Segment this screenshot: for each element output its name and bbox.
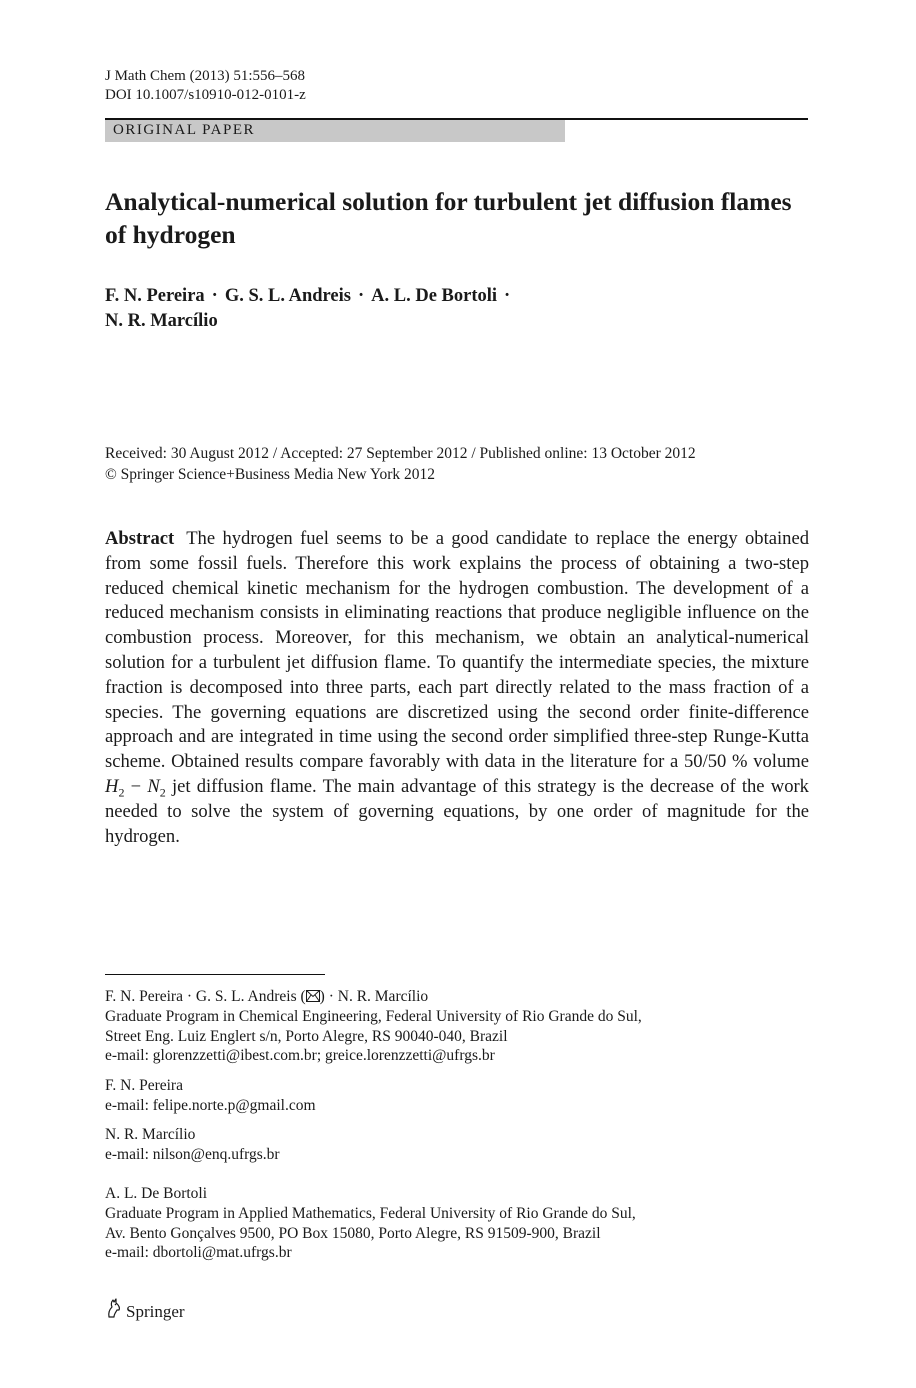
date-history: Received: 30 August 2012 / Accepted: 27 September 2012 / Published online: 13 October 2012	[105, 445, 696, 462]
abstract-label: Abstract	[105, 528, 175, 549]
journal-citation: J Math Chem (2013) 51:556–568	[105, 68, 305, 84]
publication-dates	[105, 443, 810, 485]
envelope-icon	[306, 988, 320, 1005]
affiliation-email: e-mail: dbortoli@mat.ufrgs.br	[105, 1244, 292, 1262]
publisher-logo	[105, 1298, 185, 1325]
affiliation-name: F. N. Pereira	[105, 1077, 183, 1094]
author-name: A. L. De Bortoli	[371, 286, 498, 306]
author-name: N. R. Marcílio	[105, 311, 218, 331]
affiliation-name: N. R. Marcílio	[105, 1126, 196, 1143]
affiliation-block	[105, 1076, 810, 1116]
affiliation-names: F. N. Pereira · G. S. L. Andreis (	[105, 988, 306, 1005]
affiliation-names: ) · N. R. Marcílio	[319, 988, 429, 1005]
journal-doi: DOI 10.1007/s10910-012-0101-z	[105, 87, 306, 103]
affiliation-block	[105, 987, 810, 1066]
author-separator: ·	[211, 286, 218, 306]
springer-horse-icon	[105, 1298, 126, 1325]
affiliation-email: e-mail: nilson@enq.ufrgs.br	[105, 1145, 280, 1163]
author-separator: ·	[357, 286, 365, 306]
affiliation-name: A. L. De Bortoli	[105, 1185, 208, 1202]
affiliation-email: e-mail: felipe.norte.p@gmail.com	[105, 1096, 316, 1114]
abstract-text: The hydrogen fuel seems to be a good candidate to replace the energy obtained from some fossil fuels. Therefore this work explains the process of obtaining a two-step reduced chemical kinetic mechanism for the hydrogen combustion. The development of a reduced mechanism consists in eliminating reactions that produce negligible influence on the combustion process. Moreover, for this mechanism, we obtain an analytical-numerical solution for a turbulent jet diffusion flame. To quantify the intermediate species, the mixture fraction is decomposed into three parts, each part directly related to the mass fraction of a species. The governing equations are discretized using the second order finite-difference approach and are integrated in time using the second order simplified three-step Runge-Kutta scheme. Obtained results compare favorably with data in the literature for a 50/50 % volume	[105, 528, 809, 773]
affiliation-address: Street Eng. Luiz Englert s/n, Porto Alegre, RS 90040-040, Brazil	[105, 1027, 508, 1045]
author-name: F. N. Pereira	[105, 286, 205, 306]
author-name: G. S. L. Andreis	[224, 286, 351, 306]
formula-minus: −	[124, 775, 148, 797]
affiliation-block	[105, 1184, 810, 1263]
author-list	[105, 284, 810, 334]
author-separator: ·	[504, 286, 511, 306]
affiliation-email: e-mail: glorenzzetti@ibest.com.br; greice.lorenzzetti@ufrgs.br	[105, 1047, 495, 1065]
affiliation-institution: Graduate Program in Applied Mathematics, Federal University of Rio Grande do Sul,	[105, 1204, 636, 1222]
journal-header	[105, 67, 306, 105]
formula-h-subscript: 2	[118, 785, 125, 800]
affiliation-address: Av. Bento Gonçalves 9500, PO Box 15080, Porto Alegre, RS 91509-900, Brazil	[105, 1224, 601, 1242]
formula-n-subscript: 2	[159, 785, 166, 800]
paper-title: Analytical-numerical solution for turbulent jet diffusion flames of hydrogen	[105, 187, 792, 249]
formula-h: H	[105, 775, 119, 797]
footnote-rule	[105, 974, 325, 975]
formula-n: N	[147, 775, 160, 797]
abstract	[105, 527, 809, 849]
abstract-text: jet diffusion flame. The main advantage of this strategy is the decrease of the work needed to solve the system of governing equations, by one order of magnitude for the hydrogen.	[105, 775, 809, 847]
publisher-name: Springer	[126, 1301, 185, 1321]
paper-type-label: ORIGINAL PAPER	[105, 120, 565, 142]
copyright-line: © Springer Science+Business Media New York 2012	[105, 466, 436, 483]
affiliation-block	[105, 1125, 810, 1165]
affiliation-institution: Graduate Program in Chemical Engineering, Federal University of Rio Grande do Sul,	[105, 1007, 642, 1025]
